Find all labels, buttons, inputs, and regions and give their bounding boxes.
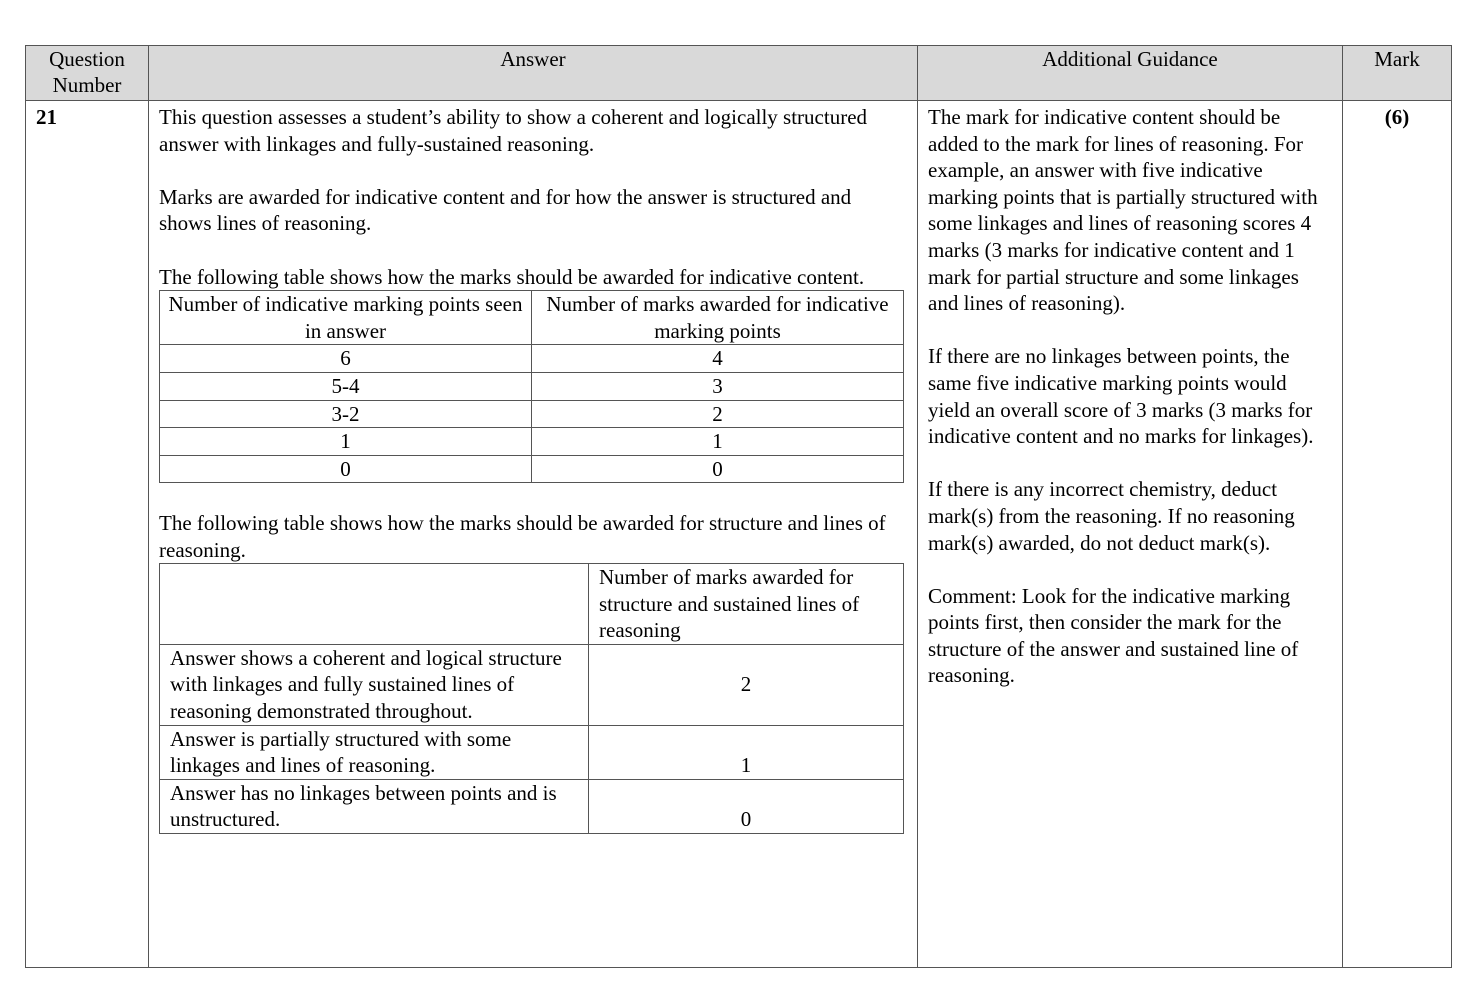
header-row xyxy=(26,46,1452,101)
guidance-paragraph: Comment: Look for the indicative marking points first, then consider the mark for the structure of the answer and sustained line of reasoning. xyxy=(928,583,1299,688)
structure-header-blank xyxy=(160,564,589,645)
indicative-points-cell: 1 xyxy=(160,428,532,456)
structure-table-intro: The following table shows how the marks should be awarded for structure and lines of reasoning. xyxy=(159,510,886,562)
header-question-number: Question Number xyxy=(26,46,149,101)
indicative-table-row xyxy=(160,345,904,373)
mark-scheme-table xyxy=(25,45,1452,968)
answer-cell xyxy=(149,101,918,968)
structure-descriptor-cell: Answer is partially structured with some linkages and lines of reasoning. xyxy=(160,725,589,779)
structure-marks-cell: 1 xyxy=(589,725,904,779)
indicative-table-header xyxy=(160,291,904,345)
guidance-paragraph: The mark for indicative content should be added to the mark for lines of reasoning. For example, an answer with five indicative marking points that is partially structured with some linkages and lines of reasoning scores 4 marks (3 marks for indicative content and 1 mark for partial structure and some linkages and lines of reasoning). xyxy=(928,105,1318,316)
indicative-content-table xyxy=(159,290,904,483)
indicative-marks-cell: 0 xyxy=(532,455,904,483)
header-mark: Mark xyxy=(1343,46,1452,101)
structure-table-header xyxy=(160,564,904,645)
question-number: 21 xyxy=(26,101,149,968)
guidance-paragraph: If there is any incorrect chemistry, deduct mark(s) from the reasoning. If no reasoning mark(s) awarded, do not deduct mark(s). xyxy=(928,477,1295,555)
indicative-points-cell: 0 xyxy=(160,455,532,483)
indicative-marks-cell: 3 xyxy=(532,372,904,400)
structure-table-row xyxy=(160,779,904,833)
structure-reasoning-table xyxy=(159,563,904,834)
structure-descriptor-cell: Answer shows a coherent and logical structure with linkages and fully sustained lines of reasoning demonstrated throughout. xyxy=(160,644,589,725)
header-additional-guidance: Additional Guidance xyxy=(918,46,1343,101)
structure-marks-cell: 0 xyxy=(589,779,904,833)
indicative-table-row xyxy=(160,428,904,456)
question-row xyxy=(26,101,1452,968)
indicative-table-row xyxy=(160,400,904,428)
indicative-header-points: Number of indicative marking points seen in answer xyxy=(160,291,532,345)
structure-header-marks: Number of marks awarded for structure and sustained lines of reasoning xyxy=(589,564,904,645)
answer-intro: This question assesses a student’s ability to show a coherent and logically structured answer with linkages and fully-sustained reasoning. xyxy=(159,105,868,156)
structure-table-row xyxy=(160,644,904,725)
structure-table-row xyxy=(160,725,904,779)
indicative-table-row xyxy=(160,372,904,400)
indicative-table-intro: The following table shows how the marks should be awarded for indicative content. xyxy=(159,264,865,289)
guidance-paragraph: If there are no linkages between points, the same five indicative marking points would yield an overall score of 3 marks (3 marks for indicative content and no marks for linkages). xyxy=(928,344,1314,449)
indicative-points-cell: 6 xyxy=(160,345,532,373)
structure-descriptor-cell: Answer has no linkages between points and is unstructured. xyxy=(160,779,589,833)
indicative-marks-cell: 4 xyxy=(532,345,904,373)
indicative-header-marks: Number of marks awarded for indicative marking points xyxy=(532,291,904,345)
indicative-points-cell: 3-2 xyxy=(160,400,532,428)
header-answer: Answer xyxy=(149,46,918,101)
structure-marks-cell: 2 xyxy=(589,644,904,725)
indicative-marks-cell: 1 xyxy=(532,428,904,456)
mark-value: (6) xyxy=(1343,101,1452,968)
indicative-points-cell: 5-4 xyxy=(160,372,532,400)
answer-marks-info: Marks are awarded for indicative content and for how the answer is structured and shows lines of reasoning. xyxy=(159,184,852,236)
indicative-table-row xyxy=(160,455,904,483)
guidance-cell xyxy=(918,101,1343,968)
indicative-marks-cell: 2 xyxy=(532,400,904,428)
